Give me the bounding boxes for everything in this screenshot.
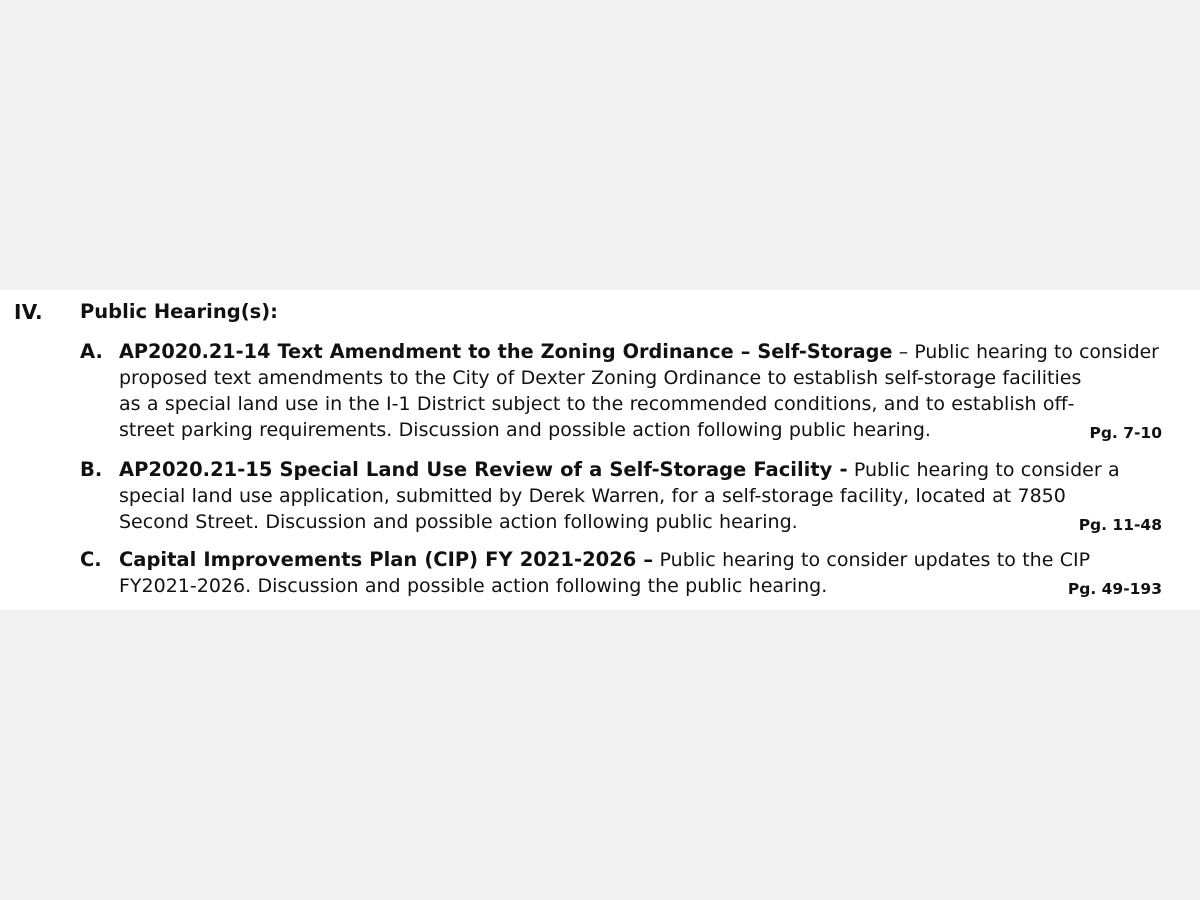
item-text: special land use application, submitted by Derek Warren, for a self-storage facility, located at 7850: [119, 485, 1066, 507]
section-title: Public Hearing(s):: [80, 300, 278, 323]
item-letter: B.: [80, 458, 103, 481]
item-letter: A.: [80, 340, 103, 363]
item-line: [119, 339, 1162, 365]
item-heading: AP2020.21-14 Text Amendment to the Zoning Ordinance – Self-Storage: [119, 340, 893, 363]
page-reference: Pg. 11-48: [1078, 516, 1162, 534]
item-text: street parking requirements. Discussion and possible action following public hearing.: [119, 419, 931, 441]
section-numeral: IV.: [14, 300, 43, 324]
item-text: Public hearing to consider a: [847, 459, 1120, 481]
item-text: Public hearing to consider updates to the CIP: [653, 549, 1091, 571]
item-heading: AP2020.21-15 Special Land Use Review of a Self-Storage Facility -: [119, 458, 848, 481]
item-description: [119, 547, 1162, 599]
item-text: – Public hearing to consider: [892, 342, 1159, 363]
item-text: as a special land use in the I-1 District subject to the recommended conditions, and to establish off-: [119, 393, 1075, 415]
item-description: [119, 457, 1162, 535]
page-reference: Pg. 49-193: [1067, 580, 1162, 598]
item-text: proposed text amendments to the City of Dexter Zoning Ordinance to establish self-storage facilities: [119, 367, 1082, 389]
item-line: [119, 547, 1162, 573]
item-letter: C.: [80, 548, 102, 571]
item-text: Second Street. Discussion and possible action following public hearing.: [119, 511, 798, 533]
item-heading: Capital Improvements Plan (CIP) FY 2021-2026 –: [119, 548, 654, 571]
item-text: FY2021-2026. Discussion and possible action following the public hearing.: [119, 575, 828, 597]
page-reference: Pg. 7-10: [1089, 424, 1162, 442]
item-line: [119, 457, 1162, 483]
item-description: [119, 339, 1162, 443]
